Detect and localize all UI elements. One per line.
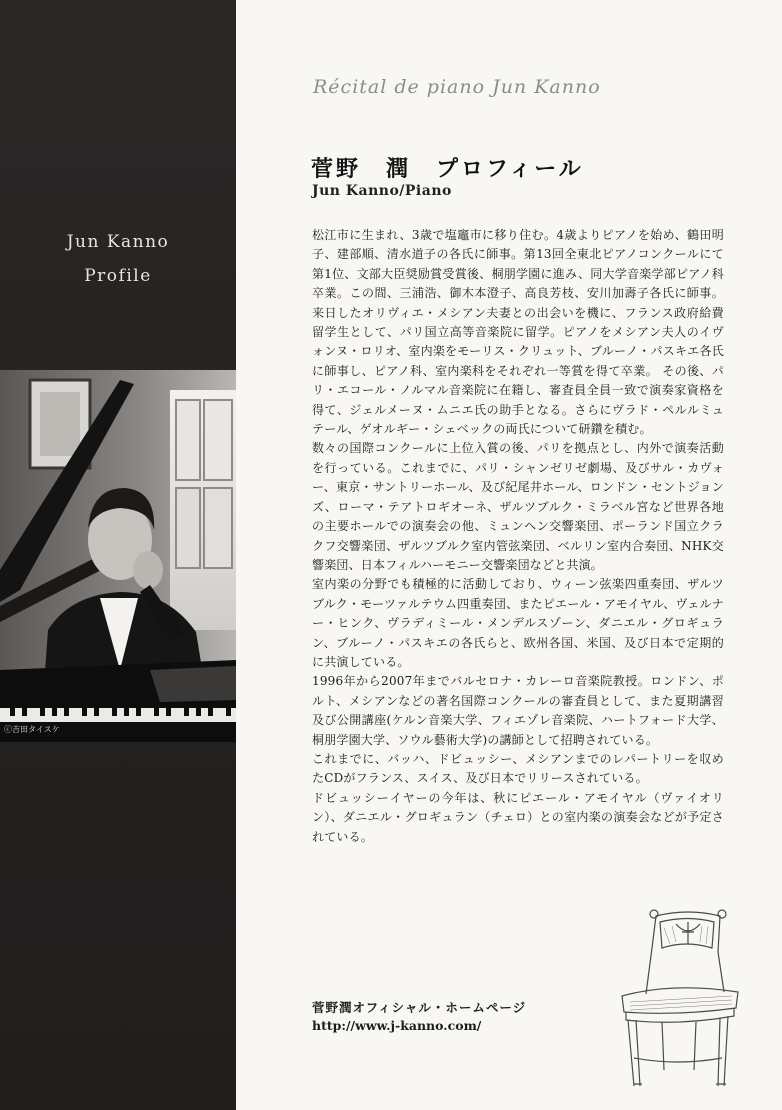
left-heading-name: Jun Kanno	[66, 232, 170, 252]
bio-paragraph: これまでに、バッハ、ドビュッシー、メシアンまでのレパートリーを収めたCDがフランス、スイス、及び日本でリリースされている。	[312, 751, 724, 786]
biography	[312, 226, 724, 847]
profile-subtitle: Jun Kanno/Piano	[312, 183, 452, 199]
bio-paragraph: ドビュッシーイヤーの今年は、秋にピエール・アモイヤル（ヴァイオリン）、ダニエル・グロギュラン（チェロ）との室内楽の演奏会などが予定されている。	[312, 790, 724, 844]
left-heading-profile: Profile	[84, 266, 152, 286]
bio-paragraph: 数々の国際コンクールに上位入賞の後、パリを拠点とし、内外で演奏活動を行っている。これまでに、パリ・シャンゼリゼ劇場、及びサル・カヴォー、東京・サントリーホール、及び紀尾井ホール、ロンドン・セントジョンズ、ローマ・テアトロギオーネ、ザルツブルク・ミラベル宮など世界各地の主要ホールでの演奏会の他、ミュンヘン交響楽団、ポーランド国立クラクフ交響楽団、ザルツブルク室内管弦楽団、ベルリン室内合奏団、NHK交響楽団、日本フィルハーモニー交響楽団などと共演。	[312, 441, 724, 572]
recital-title: Récital de piano Jun Kanno	[313, 76, 601, 98]
chair-illustration	[612, 908, 742, 1093]
bio-paragraph: 1996年から2007年までバルセロナ・カレーロ音楽院教授。ロンドン、ポルト、メシアンなどの著名国際コンクールの審査員として、また夏期講習及び公開講座(ケルン音楽大学、フィエゾレ音楽院、ハートフォード大学、桐朋学園大学、ソウル藝術大学)の講師として招聘されている。	[312, 674, 724, 747]
pianist-photo	[0, 370, 236, 742]
left-heading	[0, 225, 236, 293]
homepage-label: 菅野潤オフィシャル・ホームページ	[312, 1000, 527, 1015]
bio-paragraph: 室内楽の分野でも積極的に活動しており、ウィーン弦楽四重奏団、ザルツブルク・モーツァルテウム四重奏団、またピエール・アモイヤル、ヴェルナー・ヒンク、ヴラディミール・メンデルスゾーン、ダニエル・グロギュラン、ブルーノ・パスキエの各氏らと、欧州各国、米国、及び日本で定期的に共演している。	[312, 577, 724, 669]
profile-title: 菅野 潤 プロフィール	[311, 156, 584, 182]
homepage-url-link[interactable]: http://www.j-kanno.com/	[312, 1018, 482, 1033]
bio-paragraph: 松江市に生まれ、3歳で塩竈市に移り住む。4歳よりピアノを始め、鶴田明子、建部順、清水道子の各氏に師事。第13回全東北ピアノコンクールにて第1位、文部大臣奨励賞受賞後、桐朋学園に進み、同大学音楽学部ピアノ科卒業。この間、三浦浩、御木本澄子、高良芳枝、安川加壽子各氏に師事。来日したオリヴィエ・メシアン夫妻との出会いを機に、フランス政府給費留学生として、パリ国立高等音楽院に留学。ピアノをメシアン夫人のイヴォンヌ・ロリオ、室内楽をモーリス・クリュット、ブルーノ・パスキエ各氏に師事し、ピアノ科、室内楽科をそれぞれ一等賞を得て卒業。 その後、パリ・エコール・ノルマル音楽院に在籍し、審査員全員一致で演奏家資格を得て、ジェルメーヌ・ムニエ氏の助手となる。さらにヴラド・ペルルミュテール、ゲオルギー・シェベックの両氏について研鑽を積む。	[312, 228, 724, 437]
pianist-photo-illustration	[0, 370, 236, 742]
photo-credit: ⓒ吉田タイスケ	[4, 725, 60, 734]
